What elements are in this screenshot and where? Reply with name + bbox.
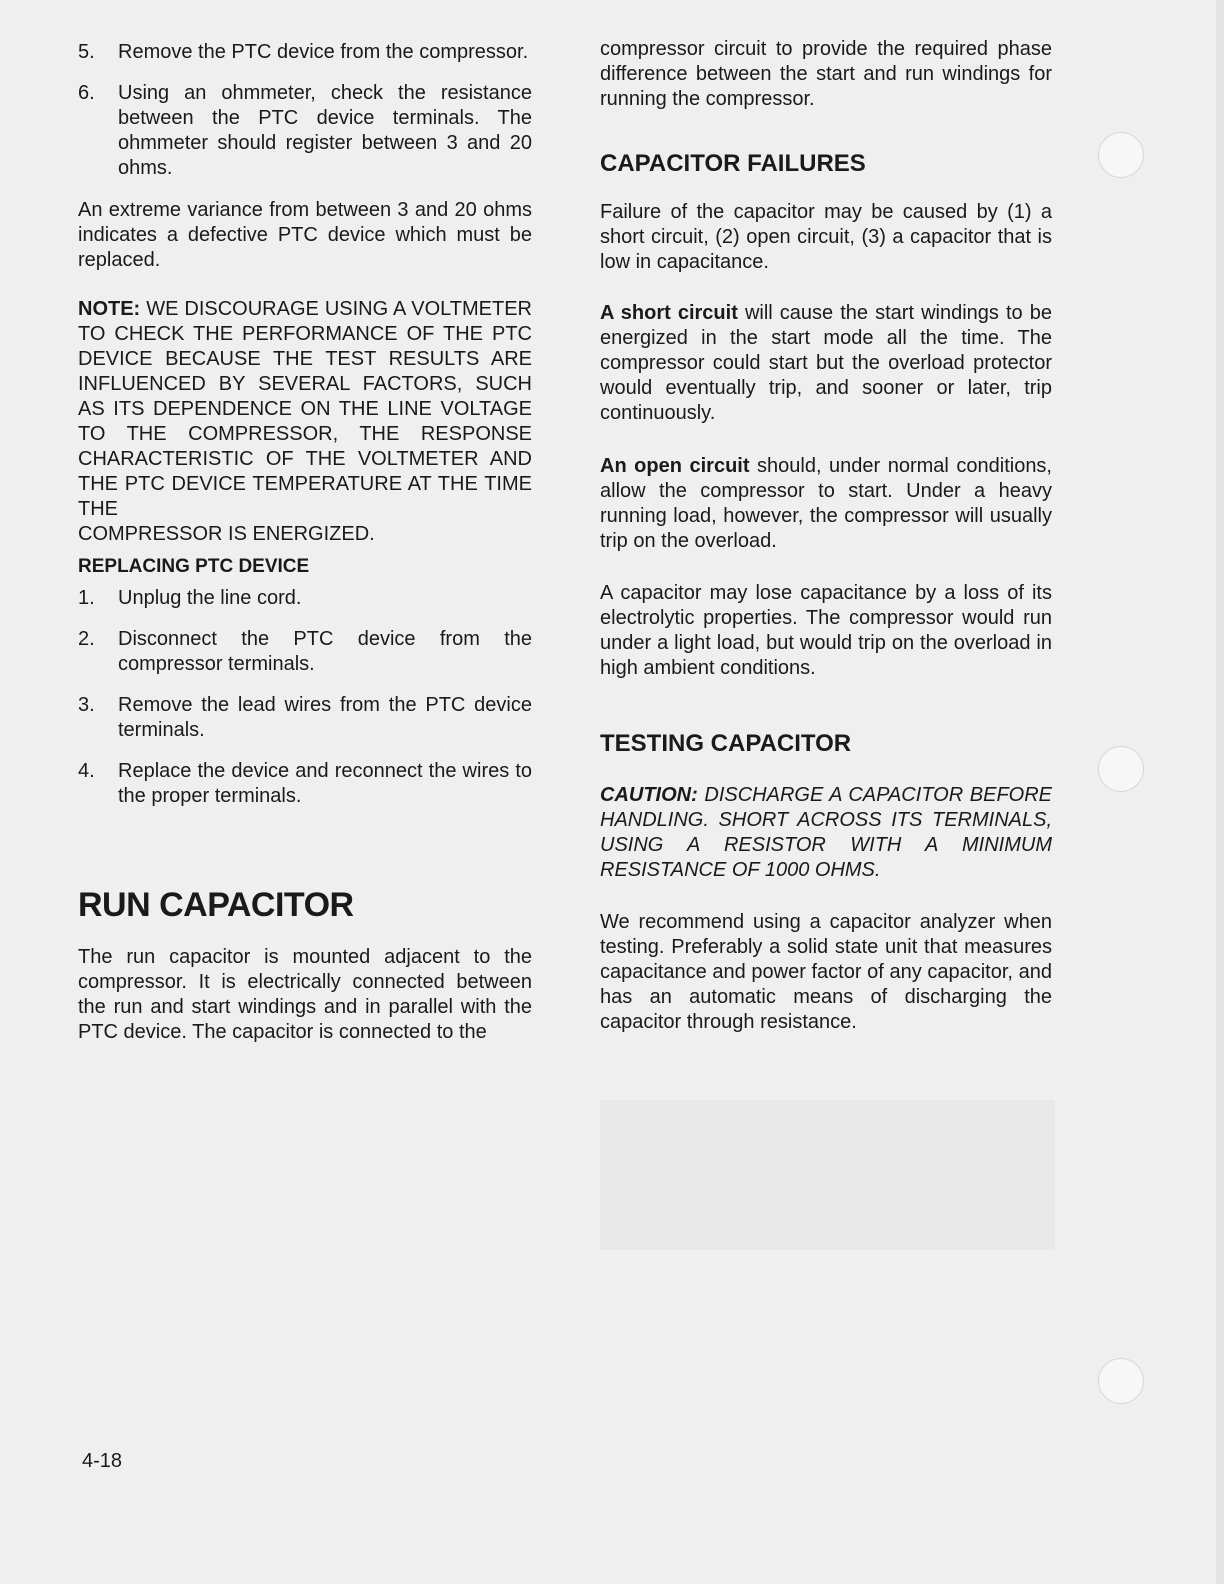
note-last-line: COMPRESSOR IS ENERGIZED. — [78, 523, 375, 545]
list-item: 4. Replace the device and reconnect the wires to the proper terminals. — [78, 760, 532, 807]
continuation-paragraph: compressor circuit to provide the required phase difference between the start and run windings for running the compressor. — [600, 38, 1052, 110]
page-edge — [1216, 0, 1224, 1584]
note-text: WE DISCOURAGE USING A VOLTMETER TO CHECK THE PERFORMANCE OF THE PTC DEVICE BECAUSE THE TEST RESULTS ARE INFLUENCED BY SEVERAL FACTORS, SUCH AS ITS DEPENDENCE ON THE LINE VOLTAGE TO THE COMPRESSOR, THE RESPONSE CHARACTERISTIC OF THE VOLTMETER AND THE PTC DEVICE TEMPERATURE AT THE TIME THE — [78, 298, 532, 520]
note-label: NOTE: — [78, 298, 141, 320]
short-circuit-label: A short circuit — [600, 302, 738, 324]
caution-label: CAUTION: — [600, 784, 698, 806]
capacitor-failures-heading: CAPACITOR FAILURES — [600, 150, 866, 177]
recommend-paragraph: We recommend using a capacitor analyzer when testing. Preferably a solid state unit that measures capacitance and power factor of any capacitor, and has an automatic means of discharging the capacitor through resistance. — [600, 911, 1052, 1033]
replacing-ptc-heading: REPLACING PTC DEVICE — [78, 556, 310, 577]
replacing-steps — [78, 586, 532, 809]
failures-intro-paragraph: Failure of the capacitor may be caused by (1) a short circuit, (2) open circuit, (3) a capacitor that is low in capacitance. — [600, 201, 1052, 273]
binder-hole-top — [1098, 132, 1144, 178]
left-column — [78, 40, 532, 1045]
run-capacitor-heading: RUN CAPACITOR — [78, 886, 354, 924]
open-circuit-paragraph: An open circuit should, under normal conditions, allow the compressor to start. Under a heavy running load, however, the compressor will usually trip on the overload. — [600, 455, 1052, 552]
note-paragraph — [78, 297, 532, 522]
binder-hole-bottom — [1098, 1358, 1144, 1404]
run-capacitor-paragraph: The run capacitor is mounted adjacent to the compressor. It is electrically connected between the run and start windings and in parallel with the PTC device. The capacitor is connected to the — [78, 946, 532, 1043]
variance-paragraph: An extreme variance from between 3 and 20 ohms indicates a defective PTC device which must be replaced. — [78, 199, 532, 271]
caution-paragraph: CAUTION: DISCHARGE A CAPACITOR BEFORE HANDLING. SHORT ACROSS ITS TERMINALS, USING A RESISTOR WITH A MINIMUM RESISTANCE OF 1000 OHMS. — [600, 784, 1052, 881]
lose-capacitance-paragraph: A capacitor may lose capacitance by a loss of its electrolytic properties. The compressor would run under a light load, but would trip on the overload in high ambient conditions. — [600, 582, 1052, 679]
bleed-through-shade — [600, 1100, 1055, 1250]
list-item: 5. Remove the PTC device from the compressor. — [78, 41, 529, 63]
list-item: 3. Remove the lead wires from the PTC device terminals. — [78, 694, 532, 741]
page-number: 4-18 — [82, 1450, 123, 1472]
testing-capacitor-heading: TESTING CAPACITOR — [600, 730, 852, 757]
list-item: 1. Unplug the line cord. — [78, 587, 302, 609]
short-circuit-paragraph: A short circuit will cause the start windings to be energized in the start mode all the time. The compressor could start but the overload protector would eventually trip, and sooner or later, trip continuously. — [600, 302, 1052, 424]
ptc-check-steps — [78, 40, 532, 181]
binder-hole-middle — [1098, 746, 1144, 792]
list-item: 6. Using an ohmmeter, check the resistance between the PTC device terminals. The ohmmeter should register between 3 and 20 ohms. — [78, 82, 532, 179]
right-column — [600, 37, 1052, 1035]
open-circuit-label: An open circuit — [600, 455, 750, 477]
list-item: 2. Disconnect the PTC device from the compressor terminals. — [78, 628, 532, 675]
